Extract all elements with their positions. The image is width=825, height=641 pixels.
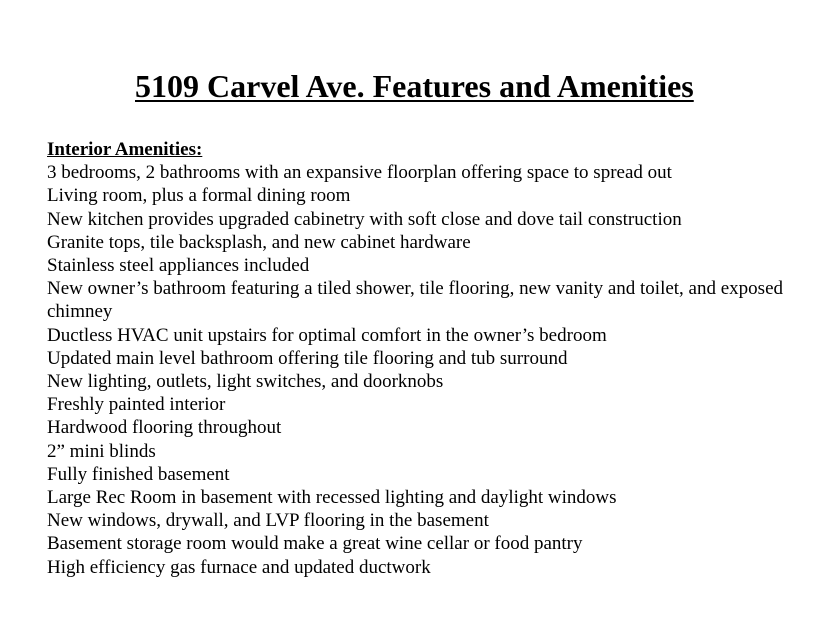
list-item: Basement storage room would make a great wine cellar or food pantry xyxy=(47,533,583,555)
amenities-list xyxy=(47,161,807,579)
section-heading: Interior Amenities: xyxy=(47,139,203,160)
list-item: New kitchen provides upgraded cabinetry with soft close and dove tail construction xyxy=(47,208,682,230)
list-item: Stainless steel appliances included xyxy=(47,255,310,277)
list-item: New windows, drywall, and LVP flooring in the basement xyxy=(47,510,489,532)
list-item: High efficiency gas furnace and updated ductwork xyxy=(47,556,431,578)
list-item: Fully finished basement xyxy=(47,463,230,485)
list-item: Ductless HVAC unit upstairs for optimal comfort in the owner’s bedroom xyxy=(47,324,607,346)
list-item: Updated main level bathroom offering tile flooring and tub surround xyxy=(47,347,568,369)
list-item: Large Rec Room in basement with recessed lighting and daylight windows xyxy=(47,487,617,509)
list-item: 3 bedrooms, 2 bathrooms with an expansive floorplan offering space to spread out xyxy=(47,162,672,184)
list-item: 2” mini blinds xyxy=(47,440,156,462)
list-item: Granite tops, tile backsplash, and new cabinet hardware xyxy=(47,231,471,253)
list-item: Freshly painted interior xyxy=(47,394,226,416)
list-item: Living room, plus a formal dining room xyxy=(47,185,351,207)
interior-amenities-section xyxy=(47,138,807,579)
list-item: Hardwood flooring throughout xyxy=(47,417,282,439)
list-item: New lighting, outlets, light switches, and doorknobs xyxy=(47,371,444,393)
list-item: New owner’s bathroom featuring a tiled shower, tile flooring, new vanity and toilet, and exposed chimney xyxy=(47,278,783,323)
page-title: 5109 Carvel Ave. Features and Amenities xyxy=(135,68,694,104)
